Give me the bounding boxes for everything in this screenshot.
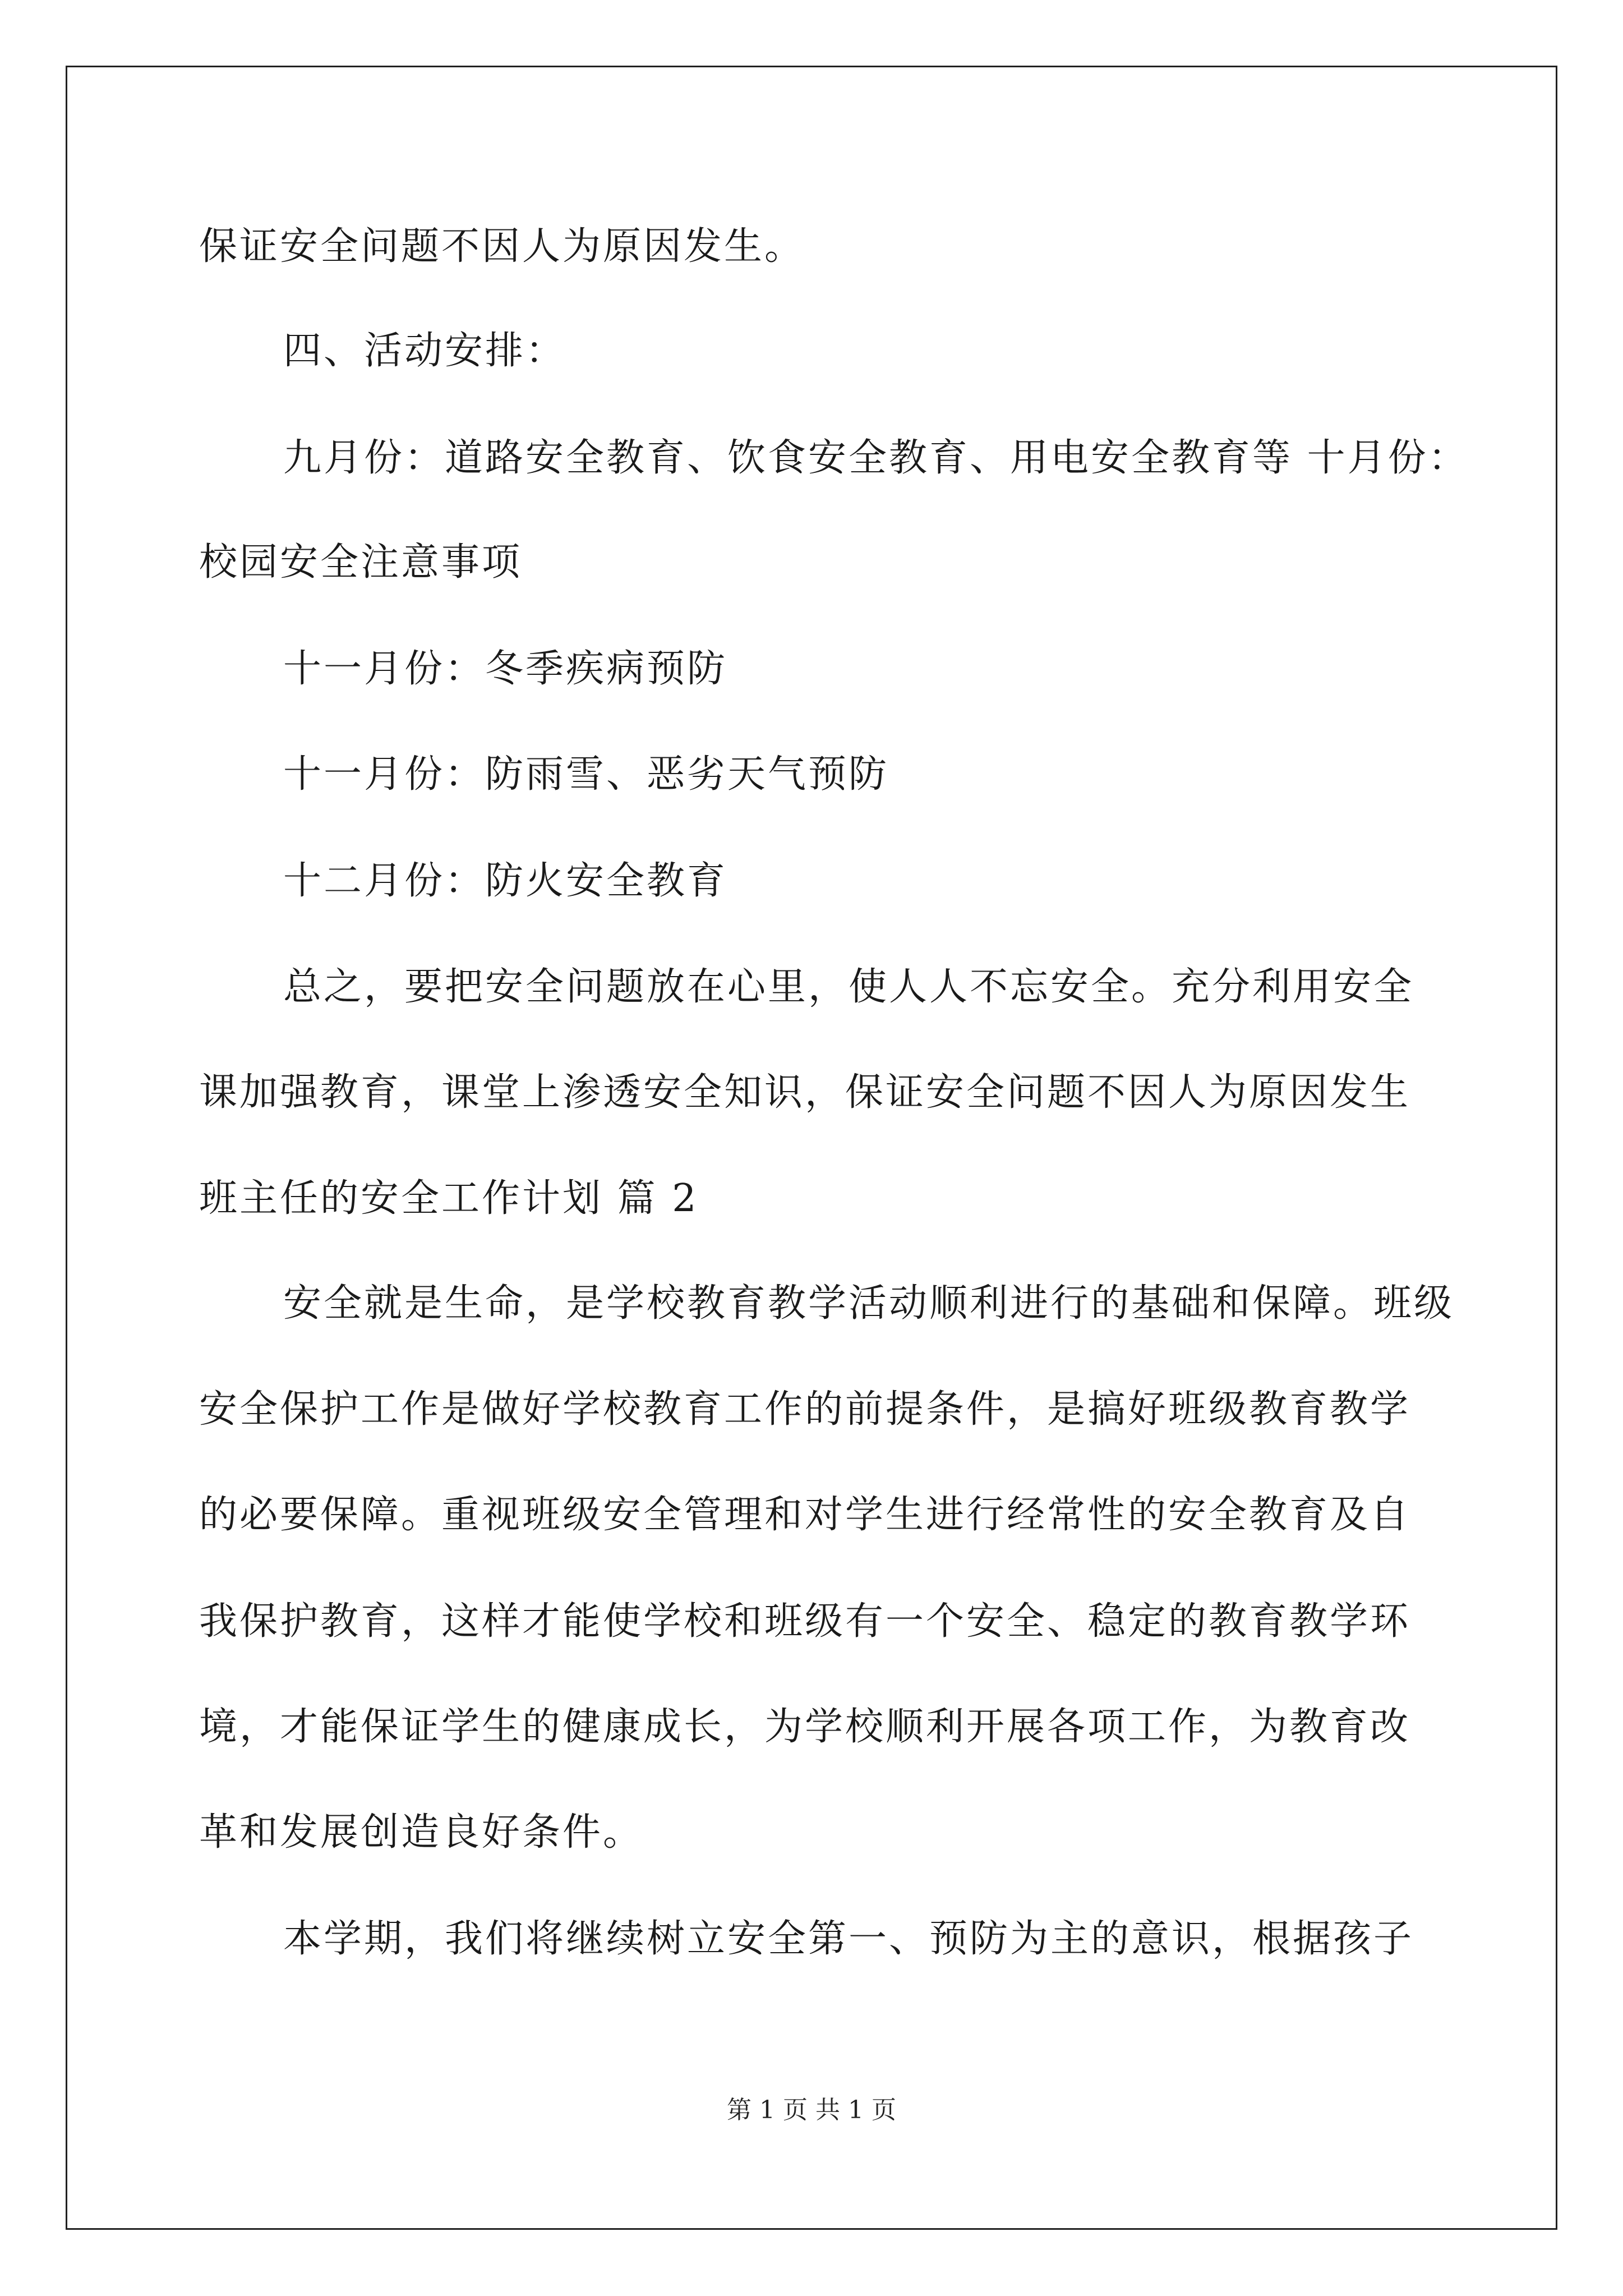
text-line-6: 十一月份：防雨雪、恶劣天气预防	[283, 752, 889, 797]
section-heading-activities: 四、活动安排：	[283, 329, 566, 373]
text-line-14: 我保护教育，这样才能使学校和班级有一个安全、稳定的教育教学环	[199, 1599, 1411, 1644]
text-line-16: 革和发展创造良好条件。	[199, 1810, 644, 1855]
page-number-footer: 第 1 页 共 1 页	[727, 2096, 896, 2124]
text-line-15: 境，才能保证学生的健康成长，为学校顺利开展各项工作，为教育改	[199, 1705, 1411, 1749]
text-line-12: 安全保护工作是做好学校教育工作的前提条件，是搞好班级教育教学	[199, 1387, 1411, 1432]
text-line-13: 的必要保障。重视班级安全管理和对学生进行经常性的安全教育及自	[199, 1493, 1411, 1537]
text-line-3: 九月份：道路安全教育、饮食安全教育、用电安全教育等 十月份：	[283, 436, 1469, 480]
text-line-11: 安全就是生命，是学校教育教学活动顺利进行的基础和保障。班级	[283, 1281, 1455, 1326]
section-title-part-2: 班主任的安全工作计划 篇 2	[199, 1176, 699, 1221]
text-line-5: 十一月份：冬季疾病预防	[283, 647, 728, 691]
text-line-4: 校园安全注意事项	[199, 540, 523, 585]
text-line-1: 保证安全问题不因人为原因发生。	[199, 224, 805, 269]
text-line-17: 本学期，我们将继续树立安全第一、预防为主的意识，根据孩子	[283, 1917, 1414, 1961]
text-line-9: 课加强教育，课堂上渗透安全知识，保证安全问题不因人为原因发生	[199, 1070, 1411, 1115]
text-line-7: 十二月份：防火安全教育	[283, 859, 728, 903]
page-border	[66, 66, 1557, 2230]
text-line-8: 总之，要把安全问题放在心里，使人人不忘安全。充分利用安全	[283, 965, 1414, 1009]
